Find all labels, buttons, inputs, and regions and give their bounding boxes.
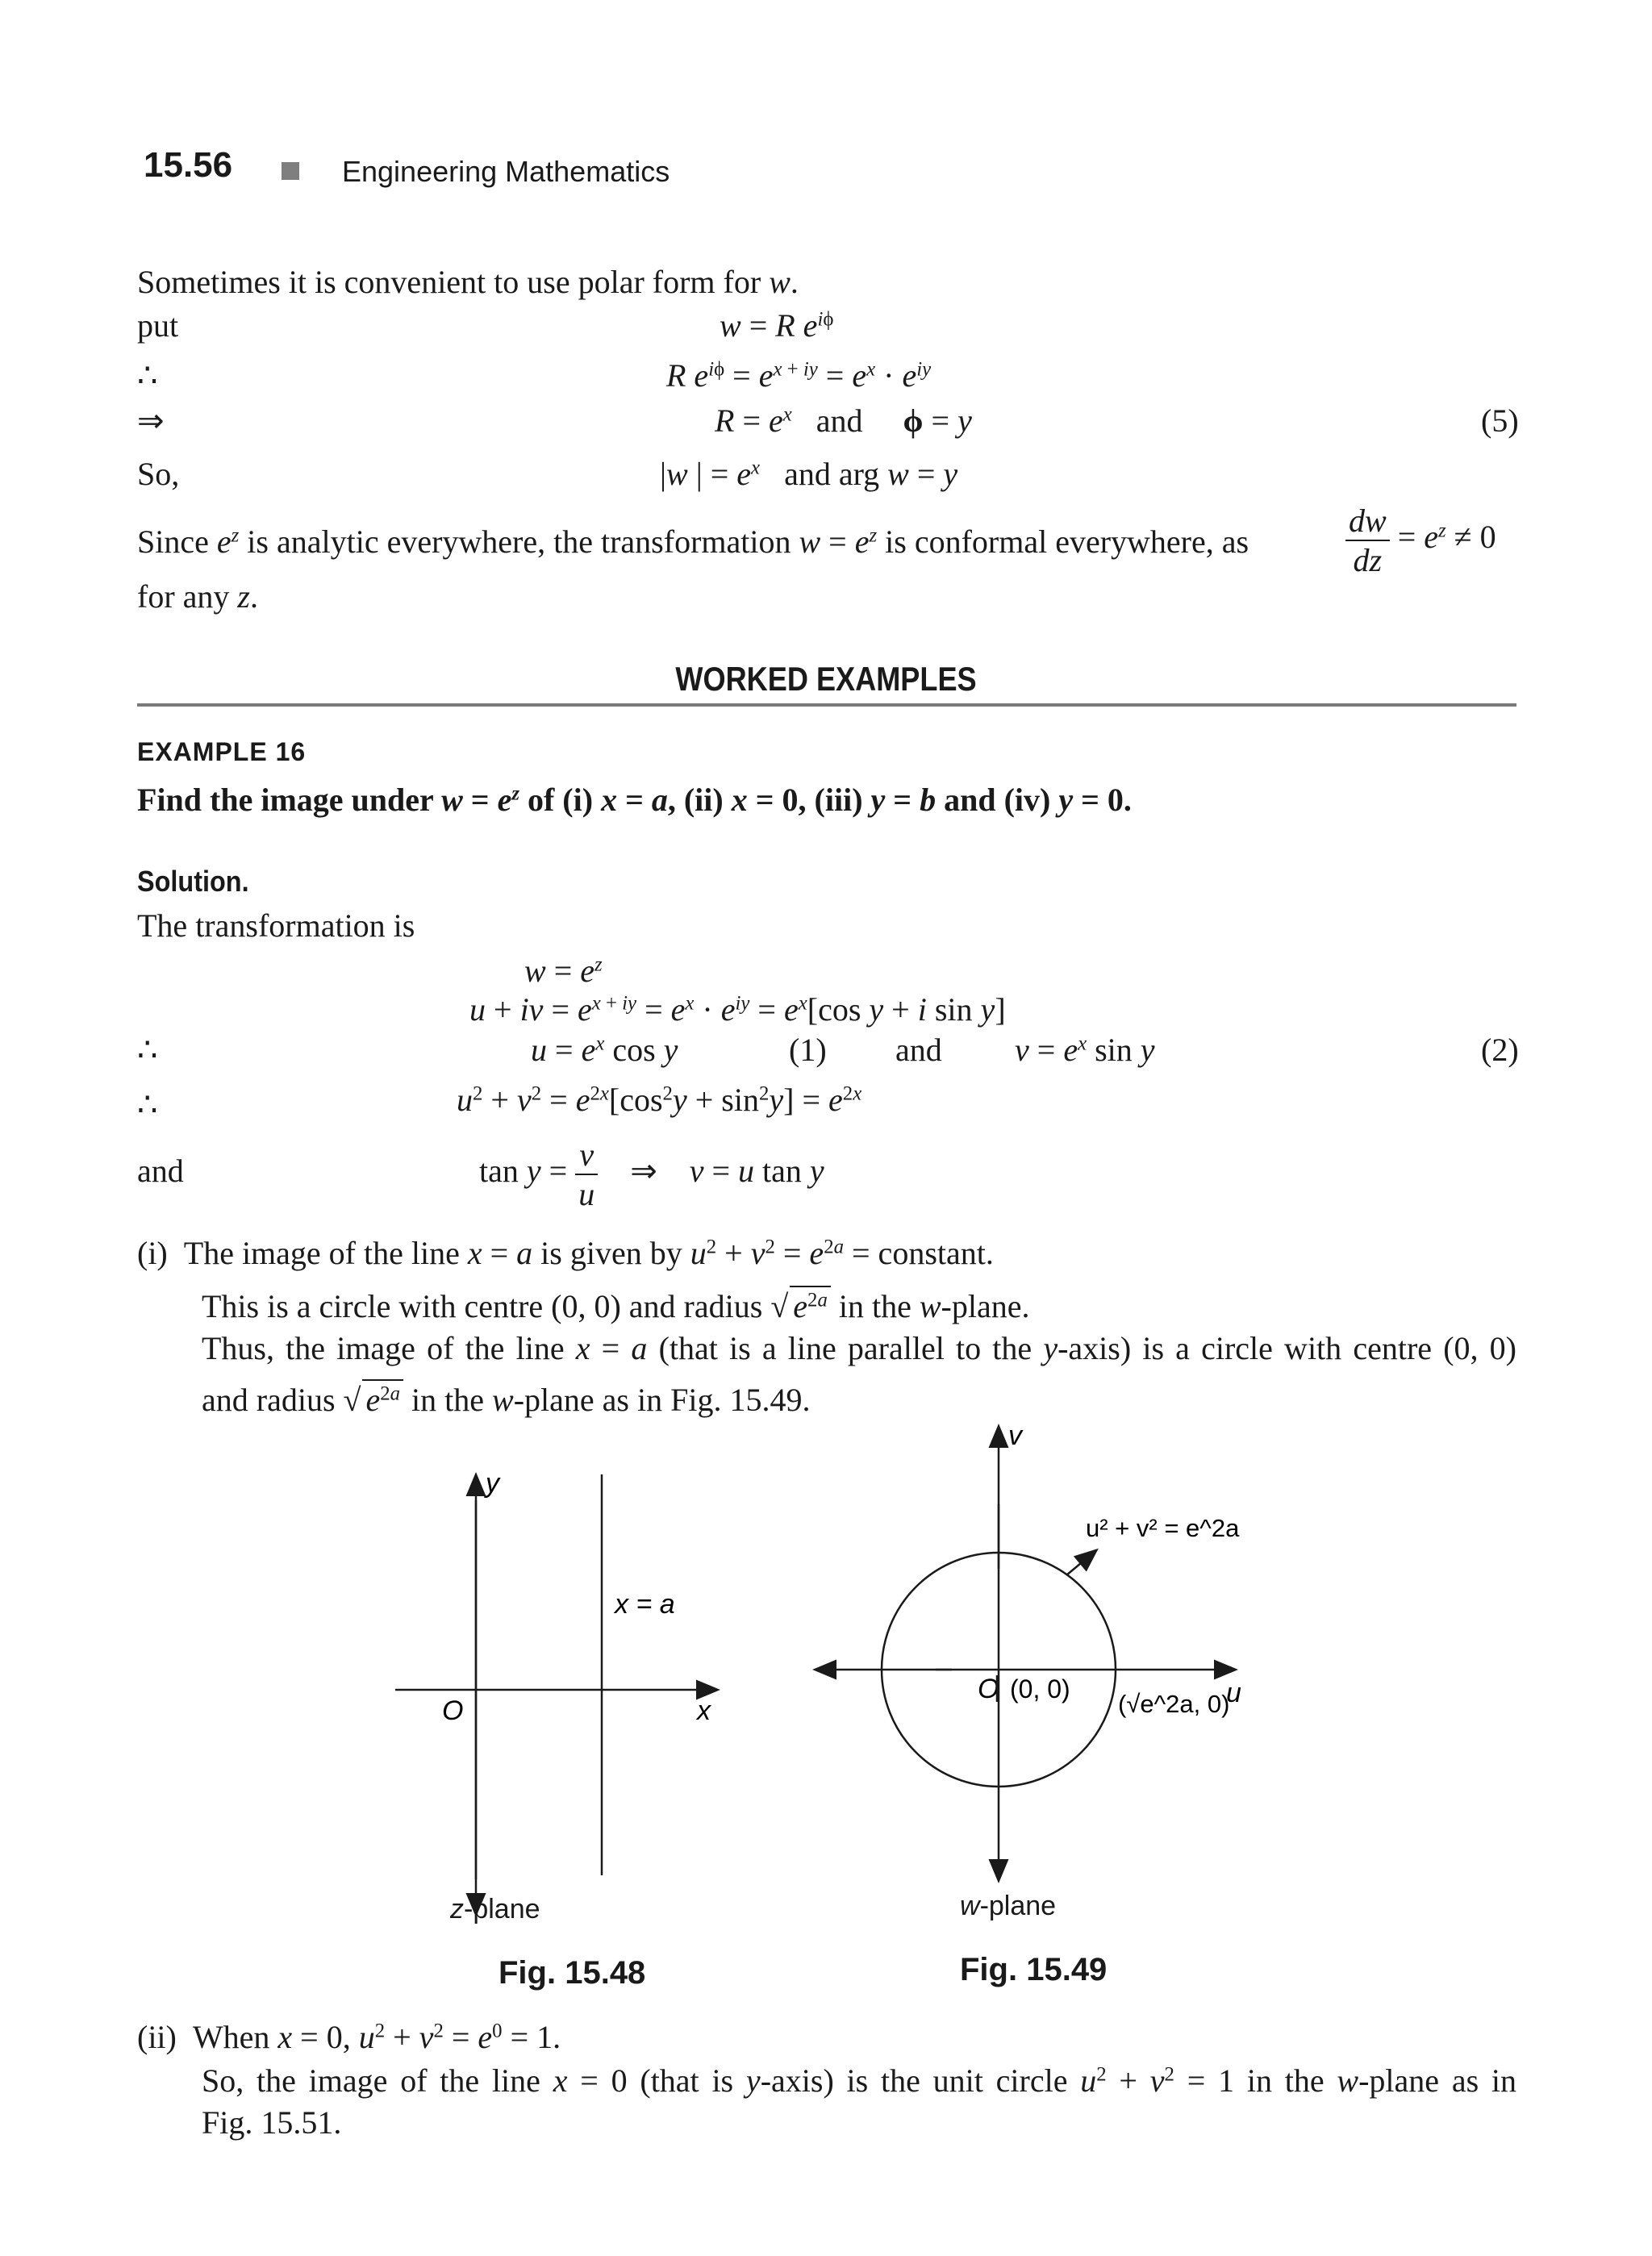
equation-w-ez: $w = e^z$: [524, 953, 603, 989]
figure-caption-15-48: Fig. 15.48: [499, 1955, 646, 1991]
analytic-statement: Since $e^z$ is analytic everywhere, the transformation $w = e^z$ is conformal everywhere, as: [137, 523, 1249, 560]
radius-point-label: (√e^2a, 0): [1118, 1690, 1230, 1718]
section-title-wrap: [0, 660, 1652, 698]
equation-polar-expand: R $e^{i\phi} = e^{x + iy} = e^x \cdot e^{iy}$: [666, 357, 932, 394]
equation-modulus-arg: |w | = $e^x$ and arg w = y: [660, 456, 958, 492]
equation-u: $u = e^x$ cos y: [531, 1032, 678, 1068]
therefore-symbol-2: ∴: [137, 1032, 158, 1068]
so-label: So,: [137, 456, 180, 492]
implies-symbol: ⇒: [137, 402, 165, 439]
solution-label: Solution.: [137, 865, 249, 898]
put-label: put: [137, 307, 179, 344]
transformation-is: The transformation is: [137, 907, 415, 944]
circle-pointer-arrow: [1066, 1551, 1095, 1575]
derivative-expression: $\frac{dw}{dz}$ = $e^z \ne 0$: [1345, 502, 1496, 579]
x-axis-label: x: [697, 1695, 711, 1726]
section-rule: [137, 703, 1516, 707]
equation-number-5: (5): [1481, 402, 1519, 439]
v-axis-label: v: [1008, 1424, 1022, 1451]
part-ii-line-2: So, the image of the line x = 0 (that is y-axis) is the unit circle $u^2 + v^2 = 1$ in the w-plane as in: [202, 2062, 1517, 2099]
part-i-line-3: Thus, the image of the line x = a (that is a line parallel to the y-axis) is a circle with centre (0, 0): [202, 1330, 1516, 1366]
equation-modulus-squared: $u^2 + v^2 = e^{2x}[\cos^2y + \sin^2y] = e^{2x}$: [457, 1082, 862, 1118]
page-number: 15.56: [144, 145, 233, 185]
for-any-z: for any z.: [137, 578, 258, 615]
part-ii-line-1: (ii) When x = 0, $u^2 + v^2 = e^0 = 1$.: [137, 2019, 561, 2055]
equation-tan: tan y = $\frac{v}{u}$ ⇒ v = u tan y: [479, 1136, 824, 1212]
equation-tag-1: (1): [789, 1032, 827, 1068]
part-i-line-1: (i) The image of the line x = a is given by $u^2 + v^2 = e^{2a}$ = constant.: [137, 1235, 994, 1271]
part-ii-line-3: Fig. 15.51.: [202, 2104, 342, 2141]
equation-w-polar: w = R $e^{i\phi}$: [720, 307, 834, 344]
and-word: and: [895, 1032, 942, 1068]
circle-equation-label: u² + v² = e^2a: [1086, 1514, 1240, 1542]
example-label: EXAMPLE 16: [137, 737, 307, 766]
part-i-line-4: and radius √ $e^{2a}$ in the w-plane as in Fig. 15.49.: [202, 1379, 810, 1419]
part-i-line-2: This is a circle with centre (0, 0) and radius √ $e^{2a}$ in the w-plane.: [202, 1286, 1029, 1325]
figure-z-plane: [387, 1468, 742, 1936]
section-title: WORKED EXAMPLES: [675, 660, 977, 698]
and-label: and: [137, 1153, 184, 1189]
equation-r-phi: $R = e^x$ and ϕ = y: [715, 402, 972, 439]
therefore-symbol: ∴: [137, 357, 158, 394]
header-square-icon: [282, 162, 299, 180]
z-plane-label: z-plane: [450, 1894, 540, 1924]
line-label: x = a: [615, 1589, 675, 1620]
equation-tag-2: (2): [1481, 1032, 1519, 1068]
therefore-symbol-3: ∴: [137, 1086, 158, 1123]
intro-line: Sometimes it is convenient to use polar form for w.: [137, 264, 799, 300]
w-plane-label: w-plane: [960, 1891, 1057, 1921]
origin-coords: (0, 0): [1010, 1674, 1070, 1703]
origin-label-w: O: [978, 1674, 999, 1704]
y-axis-label: y: [486, 1468, 499, 1499]
example-problem: Find the image under $w = e^z$ of (i) x = a, (ii) x = 0, (iii) y = b and (iv) y = 0.: [137, 782, 1132, 818]
origin-label: O: [442, 1695, 464, 1726]
figure-caption-15-49: Fig. 15.49: [960, 1952, 1108, 1987]
book-title: Engineering Mathematics: [342, 155, 670, 188]
figure-w-plane: [807, 1424, 1291, 1908]
equation-v: $v = e^x$ sin y: [1015, 1032, 1155, 1068]
u-axis-label: u: [1226, 1678, 1241, 1708]
equation-u-iv: u + iv = $e^{x + iy} = e^x \cdot e^{iy} = e^x[\cos$ y + i sin y]: [469, 991, 1006, 1028]
